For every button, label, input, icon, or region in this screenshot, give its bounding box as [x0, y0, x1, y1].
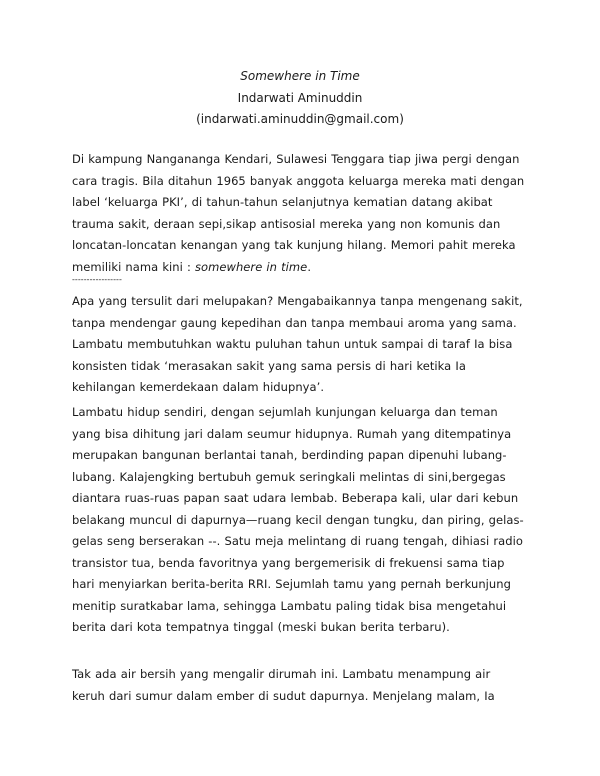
- paragraph-water: [72, 664, 542, 707]
- paragraph-line: cara tragis. Bila ditahun 1965 banyak anggota keluarga mereka mati dengan: [72, 173, 525, 188]
- author-email: (indarwati.aminuddin@gmail.com): [196, 112, 404, 126]
- paragraph-line: label ‘keluarga PKI’, di tahun-tahun selanjutnya kematian datang akibat: [72, 195, 493, 209]
- paragraph-line: Tak ada air bersih yang mengalir dirumah ini. Lambatu menampung air: [72, 667, 491, 681]
- author-name: Indarwati Aminuddin: [237, 91, 363, 105]
- line-prefix: memiliki nama kini :: [72, 259, 195, 274]
- paragraph-line: Lambatu hidup sendiri, dengan sejumlah kunjungan keluarga dan teman: [72, 405, 498, 419]
- paragraph-line: loncatan-loncatan kenangan yang tak kunjung hilang. Memori pahit mereka: [72, 238, 516, 252]
- paragraph-line: kehilangan kemerdekaan dalam hidupnya’.: [72, 380, 325, 394]
- paragraph-line: trauma sakit, deraan sepi,sikap antisosial mereka yang non komunis dan: [72, 216, 501, 231]
- paragraph-line: lubang. Kalajengking bertubuh gemuk seringkali melintas di sini,bergegas: [72, 469, 506, 484]
- paragraph-line: hari menyiarkan berita-berita RRI. Sejumlah tamu yang pernah berkunjung: [72, 577, 511, 591]
- paragraph-forgetting: [72, 291, 542, 399]
- paragraph-line: berita dari kota tempatnya tinggal (meski bukan berita terbaru).: [72, 620, 450, 634]
- document-title: Somewhere in Time: [240, 69, 360, 83]
- paragraph-line: Di kampung Nangananga Kendari, Sulawesi Tenggara tiap jiwa pergi dengan: [72, 152, 520, 166]
- paragraph-line: gelas seng berserakan --. Satu meja melintang di ruang tengah, dihiasi radio: [72, 534, 523, 548]
- paragraph-line: Lambatu membutuhkan waktu puluhan tahun untuk sampai di taraf Ia bisa: [72, 337, 513, 351]
- paragraph-line: yang bisa dihitung jari dalam seumur hidupnya. Rumah yang ditempatinya: [72, 426, 512, 441]
- paragraph-line: diantara ruas-ruas papan saat udara lembab. Beberapa kali, ular dari kebun: [72, 491, 519, 505]
- paragraph-line: merupakan bangunan berlantai tanah, berdinding papan dipenuhi lubang-: [72, 448, 507, 462]
- paragraph-line: keruh dari sumur dalam ember di sudut dapurnya. Menjelang malam, Ia: [72, 688, 495, 703]
- section-separator: -----------------: [72, 275, 122, 284]
- line-suffix: .: [307, 259, 312, 274]
- paragraph-line: tanpa mendengar gaung kepedihan dan tanpa membaui aroma yang sama.: [72, 315, 517, 330]
- italic-phrase: somewhere in time: [195, 259, 308, 274]
- paragraph-lambatu-home: [72, 402, 542, 639]
- paragraph-line: belakang muncul di dapurnya—ruang kecil dengan tungku, dan piring, gelas-: [72, 512, 524, 527]
- paragraph-line: menitip suratkabar lama, sehingga Lambatu paling tidak bisa mengetahui: [72, 598, 507, 613]
- paragraph-line: konsisten tidak ‘merasakan sakit yang sama persis di hari ketika Ia: [72, 358, 466, 373]
- paragraph-line: transistor tua, benda favoritnya yang bergemerisik di frekuensi sama tiap: [72, 555, 505, 570]
- paragraph-intro: [72, 149, 542, 278]
- paragraph-line: Apa yang tersulit dari melupakan? Mengabaikannya tanpa mengenang sakit,: [72, 294, 523, 308]
